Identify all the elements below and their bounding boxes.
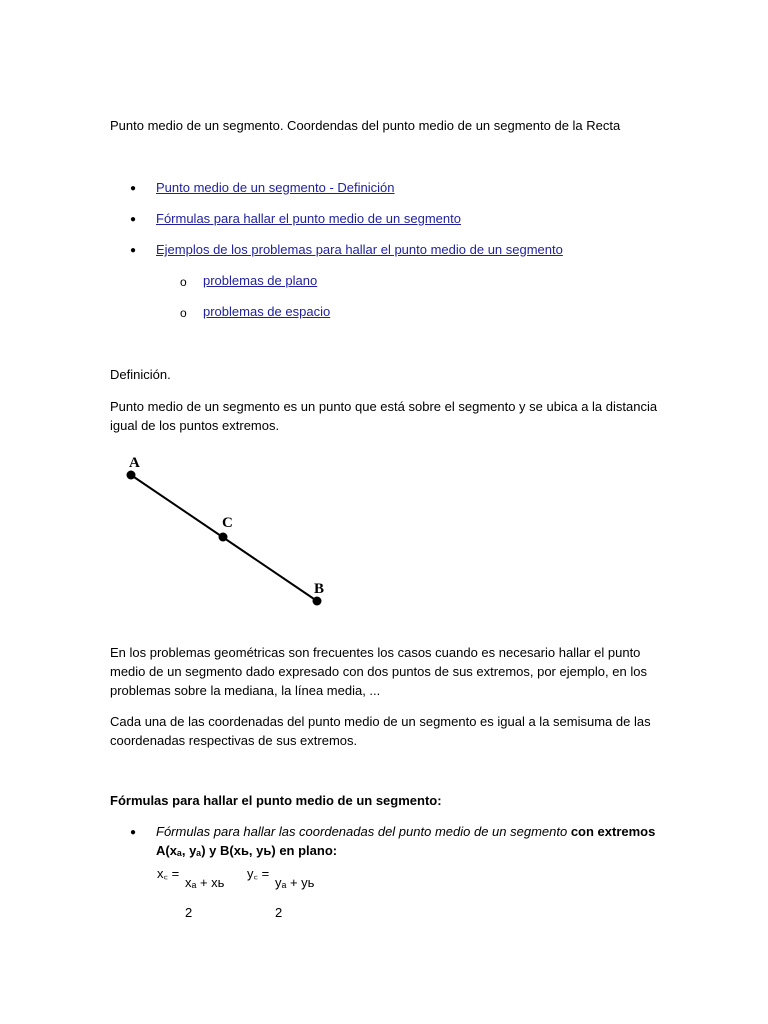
- definition-heading: Definición.: [110, 367, 171, 382]
- formulas-item-italic: Fórmulas para hallar las coordenadas del punto medio de un segmento: [156, 824, 568, 839]
- formula-xc-label: x꜀ =: [157, 866, 180, 881]
- formulas-heading: Fórmulas para hallar el punto medio de un segmento:: [110, 793, 442, 808]
- bullet-icon: ●: [130, 214, 137, 225]
- label-b: B: [314, 581, 325, 597]
- formula-yc-numerator: yₐ + yь: [275, 875, 315, 890]
- page-title: Punto medio de un segmento. Coordendas del punto medio de un segmento de la Recta: [110, 118, 621, 133]
- point-c: [219, 533, 228, 542]
- circle-bullet-icon: o: [180, 275, 187, 289]
- point-a: [127, 471, 136, 480]
- paragraph-problemas: En los problemas geométricas son frecuentes los casos cuando es necesario hallar el punto medio de un segmento dado expresado con dos puntos de sus extremos, por ejemplo, en los problemas sobre la mediana, la línea media, ...: [110, 645, 647, 698]
- toc-link-plano[interactable]: problemas de plano: [203, 273, 318, 288]
- toc-link-formulas[interactable]: Fórmulas para hallar el punto medio de un segmento: [156, 211, 461, 226]
- toc-link-espacio[interactable]: problemas de espacio: [203, 304, 331, 319]
- segment-diagram: [115, 448, 345, 613]
- formula-yc-label: y꜀ =: [247, 866, 270, 881]
- bullet-icon: ●: [130, 245, 137, 256]
- toc-link-ejemplos[interactable]: Ejemplos de los problemas para hallar el punto medio de un segmento: [156, 242, 563, 257]
- paragraph-coordenadas: Cada una de las coordenadas del punto medio de un segmento es igual a la semisuma de las coordenadas respectivas de sus extremos.: [110, 714, 651, 748]
- formula-yc-denominator: 2: [275, 905, 283, 920]
- formulas-item-line2: A(xₐ, yₐ) y B(xь, yь) en plano:: [156, 843, 338, 858]
- label-a: A: [129, 455, 140, 471]
- circle-bullet-icon: o: [180, 306, 187, 320]
- formula-xc-numerator: xₐ + xь: [185, 875, 225, 890]
- formulas-item-rest: con extremos: [567, 824, 656, 839]
- formula-xc-denominator: 2: [185, 905, 193, 920]
- label-c: C: [222, 515, 233, 531]
- point-b: [313, 597, 322, 606]
- toc-link-definicion[interactable]: Punto medio de un segmento - Definición: [156, 180, 395, 195]
- bullet-icon: ●: [130, 183, 137, 194]
- bullet-icon: ●: [130, 827, 137, 838]
- formulas-item-line1: [156, 824, 655, 839]
- definition-text: Punto medio de un segmento es un punto que está sobre el segmento y se ubica a la distancia igual de los puntos extremos.: [110, 399, 658, 433]
